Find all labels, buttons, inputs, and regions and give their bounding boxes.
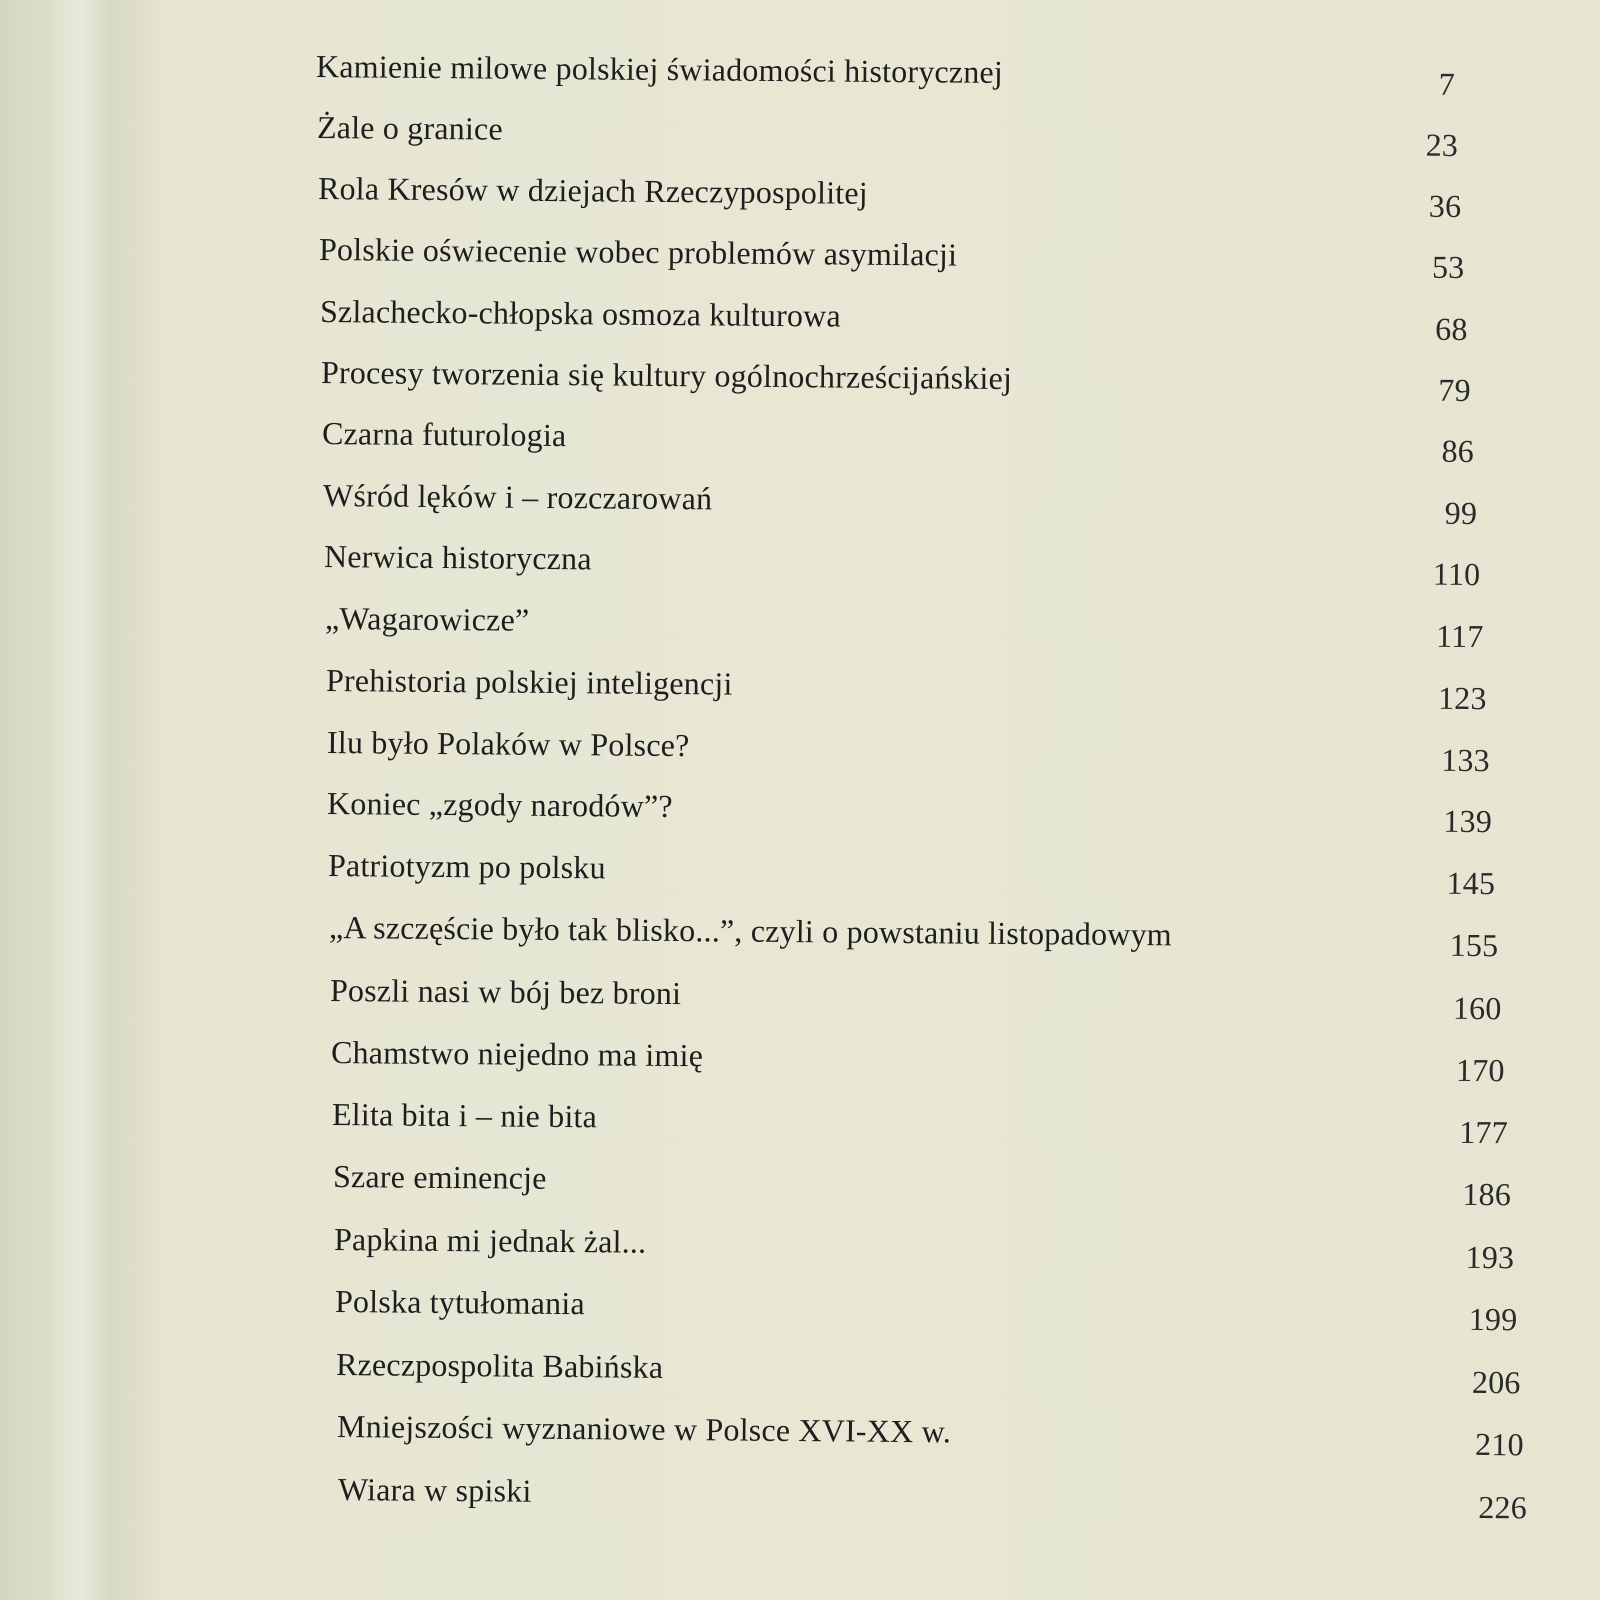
- toc-entry-page-number: 7: [1438, 65, 1456, 102]
- toc-entry: [324, 600, 1574, 655]
- toc-entry-page-number: 145: [1446, 865, 1496, 902]
- toc-entry-page-number: 117: [1435, 617, 1484, 655]
- toc-entry-page-number: 139: [1443, 803, 1493, 840]
- toc-entry-page-number: 99: [1444, 494, 1477, 531]
- toc-entry-page-number: 79: [1438, 371, 1471, 408]
- toc-entry: [337, 1408, 1587, 1463]
- toc-entry: [333, 1158, 1583, 1213]
- toc-entry-title: Chamstwo niejedno ma imię: [331, 1033, 704, 1073]
- toc-entry: [331, 1034, 1581, 1089]
- toc-entry-page-number: 133: [1440, 741, 1490, 778]
- toc-entry: [317, 109, 1567, 164]
- toc-entry-title: Nerwica historyczna: [323, 538, 592, 577]
- toc-entry: [319, 231, 1569, 286]
- toc-entry-title: Wiara w spiski: [337, 1471, 532, 1509]
- toc-entry: [318, 170, 1568, 225]
- toc-entry-title: Prehistoria polskiej inteligencji: [325, 661, 733, 702]
- toc-entry-page-number: 110: [1432, 556, 1481, 593]
- toc-entry-page-number: 226: [1478, 1488, 1528, 1526]
- toc-entry-page-number: 68: [1434, 310, 1468, 347]
- toc-entry-page-number: 160: [1453, 989, 1503, 1026]
- toc-entry-title: Rzeczpospolita Babińska: [335, 1345, 664, 1385]
- toc-entry-page-number: 53: [1431, 249, 1465, 286]
- toc-entry: [325, 662, 1575, 717]
- toc-entry-title: Papkina mi jednak żal...: [334, 1220, 647, 1260]
- toc-entry-title: Elita bita i – nie bita: [332, 1095, 598, 1135]
- toc-entry: [323, 538, 1573, 593]
- toc-entry-title: Szlachecko-chłopska osmoza kulturowa: [319, 292, 841, 334]
- toc-entry: [321, 354, 1571, 409]
- toc-entry: [335, 1283, 1585, 1338]
- toc-entry-title: Rola Kresów w dziejach Rzeczypospolitej: [317, 170, 868, 211]
- toc-entry-page-number: 23: [1425, 126, 1459, 163]
- toc-entry-title: Kamienie milowe polskiej świadomości historycznej: [315, 48, 1004, 90]
- toc-entry: [322, 415, 1572, 470]
- toc-entry-title: Patriotyzm po polsku: [328, 847, 607, 886]
- toc-entry-page-number: 186: [1462, 1176, 1512, 1213]
- toc-entry-title: „Wagarowicze”: [324, 600, 530, 638]
- toc-entry-page-number: 193: [1465, 1238, 1515, 1275]
- toc-entry-page-number: 86: [1441, 433, 1474, 470]
- toc-entry-title: Mniejszości wyznaniowe w Polsce XVI-XX w.: [336, 1408, 952, 1450]
- toc-entry-page-number: 206: [1471, 1363, 1521, 1401]
- toc-entry: [322, 477, 1572, 532]
- toc-entry: [328, 847, 1578, 902]
- cut-off-entry: [360, 0, 1560, 8]
- toc-entry: [329, 909, 1579, 964]
- toc-entry-title: Polska tytułomania: [335, 1283, 586, 1322]
- toc-entry-title: Ilu było Polaków w Polsce?: [326, 723, 690, 763]
- toc-entry-page-number: 199: [1468, 1301, 1518, 1338]
- toc-entry-page-number: 170: [1456, 1051, 1506, 1088]
- toc-entry-title: Polskie oświecenie wobec problemów asymilacji: [318, 231, 958, 273]
- toc-entry-title: Procesy tworzenia się kultury ogólnochrześcijańskiej: [320, 353, 1013, 396]
- toc-entry-page-number: 155: [1449, 927, 1499, 964]
- toc-entry-title: Wśród lęków i – rozczarowań: [322, 476, 713, 517]
- toc-entry: [327, 785, 1577, 840]
- toc-entry-title: „A szczęście było tak blisko...”, czyli o powstaniu listopadowym: [329, 909, 1173, 953]
- toc-entry-title: Żale o granice: [316, 109, 503, 147]
- toc-entry-title: Koniec „zgody narodów”?: [327, 785, 674, 825]
- toc-entry: [338, 1471, 1588, 1526]
- toc-entry-title: Poszli nasi w bój bez broni: [330, 971, 682, 1011]
- toc-entry-page-number: 123: [1437, 679, 1487, 716]
- toc-entry-page-number: 177: [1459, 1113, 1509, 1151]
- toc-entry: [332, 1096, 1582, 1151]
- toc-entry: [334, 1221, 1584, 1276]
- toc-entry: [320, 293, 1570, 348]
- toc-entry-title: Czarna futurologia: [321, 415, 567, 454]
- toc-entry: [326, 724, 1576, 779]
- toc-entry-title: Szare eminencje: [333, 1158, 547, 1197]
- toc-entry-page-number: 210: [1475, 1426, 1524, 1463]
- toc-entry: [316, 48, 1566, 103]
- toc-entry: [330, 972, 1580, 1027]
- toc-entry-page-number: 36: [1428, 187, 1462, 225]
- toc-entry: [336, 1346, 1586, 1401]
